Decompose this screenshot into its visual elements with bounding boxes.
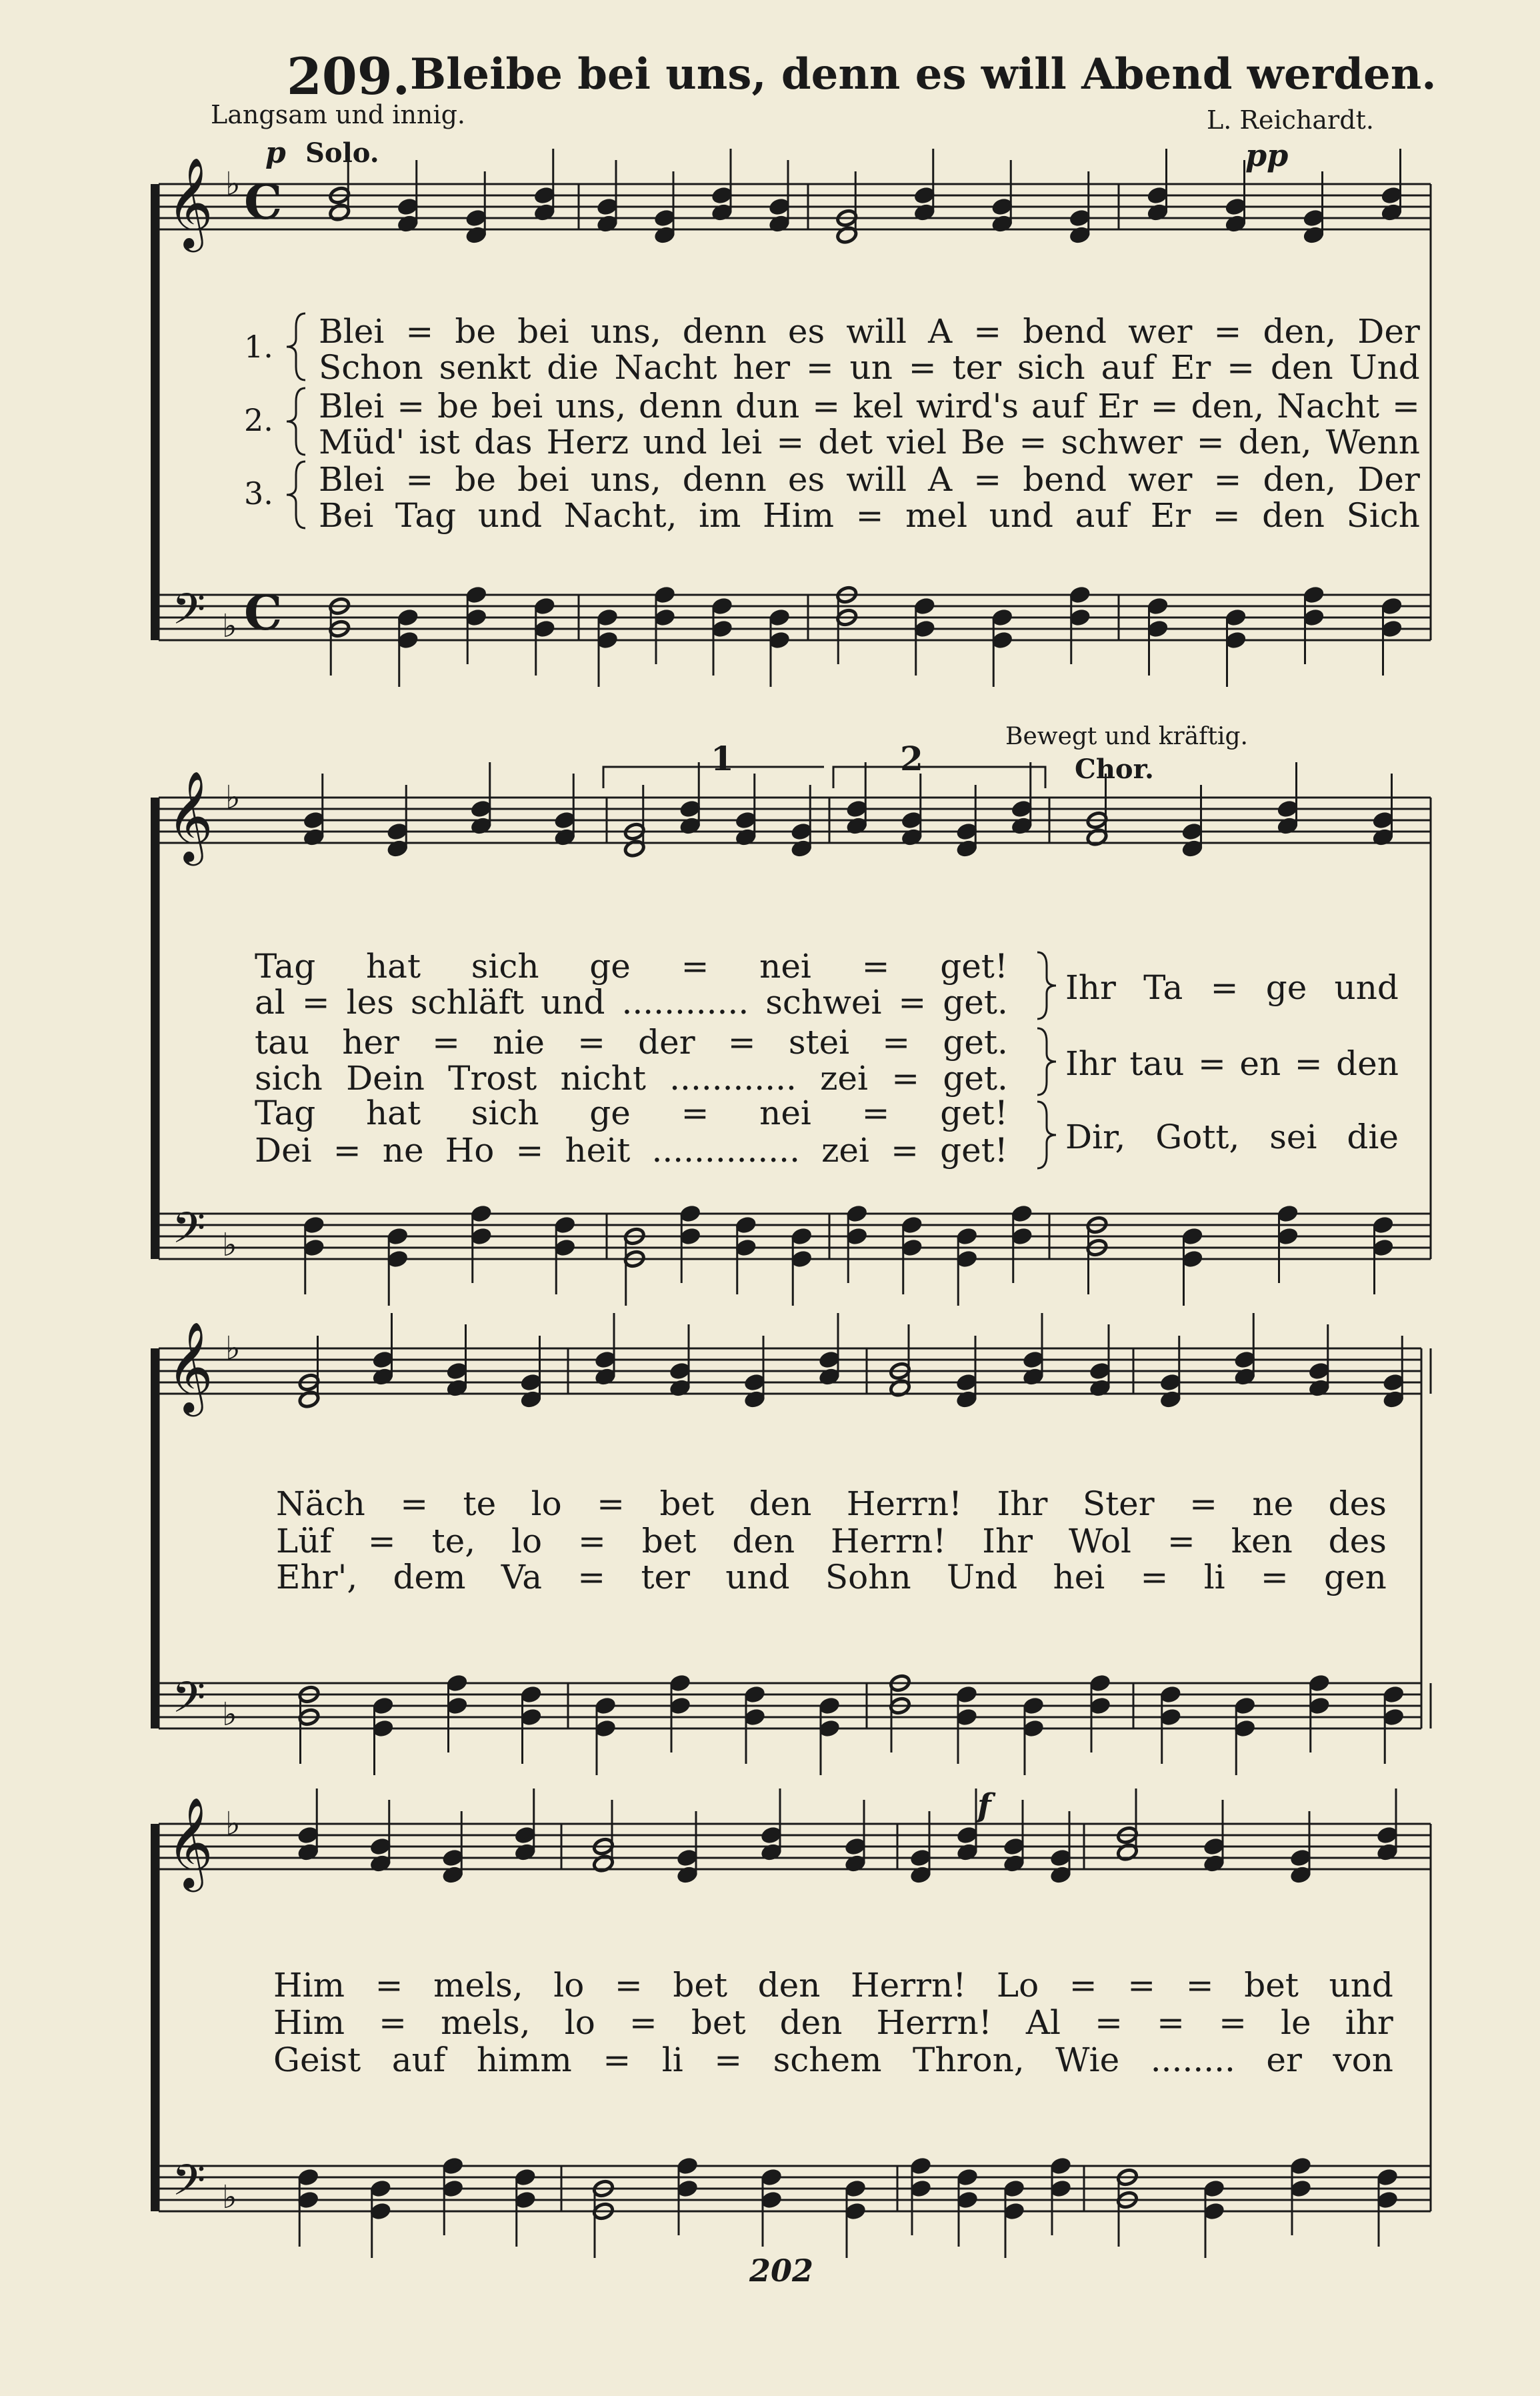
lyric-syllable: nicht	[560, 1059, 646, 1098]
bass-clef-icon: 𝄢	[172, 1204, 206, 1264]
lyric-syllable: wer	[1128, 460, 1193, 499]
lyric-syllable: un	[849, 348, 893, 387]
lyric-syllable: Nacht	[614, 348, 717, 387]
lyric-syllable: Blei	[319, 312, 385, 351]
lyric-syllable: Der	[1357, 460, 1420, 499]
lyric-syllable: den	[1336, 1044, 1399, 1083]
lyric-syllable: Müd'	[319, 423, 405, 461]
lyric-syllable: Und	[1349, 348, 1420, 387]
lyric-syllable: kel	[853, 387, 904, 425]
lyric-syllable: =	[973, 312, 1002, 351]
lyric-syllable: Ho	[445, 1131, 495, 1170]
lyric-syllable: =	[1095, 2003, 1123, 2042]
bass-clef-icon: 𝄢	[172, 2156, 206, 2216]
lyric-syllable: und	[1329, 1966, 1393, 2005]
lyric-syllable: Schon	[319, 348, 423, 387]
dynamic-p: p	[265, 136, 286, 170]
lyric-syllable: li	[1203, 1558, 1225, 1596]
lyric-syllable: denn	[639, 387, 723, 425]
volta-2-number: 2	[900, 739, 923, 778]
lyric-syllable: Him	[273, 2003, 345, 2042]
lyric-syllable: =	[1198, 1044, 1226, 1083]
lyric-syllable: en	[1239, 1044, 1281, 1083]
lyric-syllable: und	[477, 496, 543, 535]
lyric-syllable: =	[400, 1484, 429, 1523]
lyric-syllable: ge	[1265, 968, 1307, 1007]
lyric-syllable: den,	[1191, 387, 1265, 425]
lyric-syllable: =	[1189, 1484, 1217, 1523]
lyric-syllable: denn	[682, 460, 767, 499]
lyric-syllable: ge	[589, 947, 631, 986]
lyric-syllable: Der	[1357, 312, 1420, 351]
lyric-syllable: viel	[887, 423, 947, 461]
lyric-syllable: =	[908, 348, 937, 387]
verse-number-3: 3.	[244, 475, 273, 511]
lyric-brace	[1037, 952, 1056, 1019]
lyric-syllable: get.	[943, 1059, 1008, 1098]
lyric-syllable: be	[455, 312, 496, 351]
lyric-syllable: sich	[471, 1094, 539, 1132]
lyric-syllable: =	[727, 1023, 756, 1062]
lyric-syllable: bet	[691, 2003, 746, 2042]
bass-clef-icon: 𝄢	[172, 1673, 206, 1733]
lyric-syllable: =	[855, 496, 884, 535]
lyric-syllable: bet	[673, 1966, 728, 2005]
volta-1-number: 1	[711, 739, 734, 778]
lyric-syllable: himm	[476, 2041, 572, 2079]
lyric-syllable: die	[547, 348, 599, 387]
lyric-brace	[287, 313, 305, 380]
lyric-syllable: Ihr	[997, 1484, 1048, 1523]
lyric-syllable: den	[749, 1484, 812, 1523]
lyric-syllable: =	[1227, 348, 1255, 387]
lyric-syllable: Ehr',	[276, 1558, 358, 1596]
lyric-syllable: =	[597, 1484, 625, 1523]
lyric-syllable: get!	[940, 947, 1008, 986]
lyric-brace	[1037, 1102, 1056, 1168]
lyric-syllable: Him	[273, 1966, 345, 2005]
lyric-syllable: Al	[1025, 2003, 1061, 2042]
lyric-syllable: wer	[1128, 312, 1193, 351]
lyric-syllable: Gott,	[1155, 1118, 1240, 1156]
lyric-syllable: schwei	[765, 983, 882, 1022]
lyric-syllable: =	[1150, 387, 1179, 425]
lyric-syllable: dem	[393, 1558, 466, 1596]
lyric-syllable: sich	[1017, 348, 1085, 387]
lyric-syllable: hat	[365, 947, 421, 986]
lyric-syllable: Dir,	[1065, 1118, 1126, 1156]
flat-sign-icon: ♭	[225, 1805, 241, 1843]
lyric-syllable: es	[787, 312, 825, 351]
lyric-syllable: von	[1333, 2041, 1393, 2079]
lyric-syllable: =	[614, 1966, 643, 2005]
lyric-syllable: den,	[1263, 312, 1337, 351]
lyric-syllable: det	[818, 423, 873, 461]
lyric-syllable: =	[629, 2003, 657, 2042]
lyric-syllable: den,	[1238, 423, 1312, 461]
lyric-syllable: =	[578, 1522, 606, 1560]
lyric-syllable: ..............	[651, 1131, 800, 1170]
lyric-syllable: =	[1185, 1966, 1214, 2005]
lyric-syllable: will	[846, 312, 907, 351]
lyric-syllable: und	[1334, 968, 1399, 1007]
lyric-syllable: ge	[589, 1094, 631, 1132]
lyric-syllable: ihr	[1345, 2003, 1393, 2042]
lyric-syllable: Er	[1170, 348, 1211, 387]
lyric-syllable: =	[812, 387, 841, 425]
lyric-syllable: den	[1262, 496, 1325, 535]
lyric-syllable: te,	[431, 1522, 476, 1560]
lyric-syllable: =	[405, 460, 434, 499]
lyric-syllable: Tag	[255, 1094, 316, 1132]
lyric-syllable: her	[342, 1023, 399, 1062]
lyric-syllable: dun	[735, 387, 800, 425]
lyric-syllable: al	[255, 983, 285, 1022]
lyric-syllable: sich	[471, 947, 539, 986]
lyric-syllable: =	[577, 1558, 606, 1596]
lyric-syllable: =	[1167, 1522, 1195, 1560]
lyric-syllable: uns,	[590, 460, 661, 499]
lyric-syllable: =	[714, 2041, 743, 2079]
lyric-syllable: =	[891, 1059, 920, 1098]
lyric-syllable: im	[699, 496, 741, 535]
lyric-syllable: =	[1391, 387, 1420, 425]
lyric-syllable: Geist	[273, 2041, 361, 2079]
lyric-syllable: den	[757, 1966, 821, 2005]
lyric-syllable: Blei	[319, 460, 385, 499]
lyric-syllable: Herrn!	[851, 1966, 967, 2005]
lyric-syllable: her	[733, 348, 791, 387]
lyric-syllable: sei	[1269, 1118, 1317, 1156]
lyric-syllable: Him	[763, 496, 835, 535]
lyric-syllable: Ihr	[982, 1522, 1033, 1560]
lyric-syllable: bet	[659, 1484, 715, 1523]
lyric-syllable: hei	[1053, 1558, 1105, 1596]
flat-sign-icon: ♭	[222, 2179, 237, 2216]
treble-clef-icon: 𝄞	[167, 1796, 213, 1888]
lyric-syllable: tau	[1129, 1044, 1185, 1083]
lyric-brace	[287, 388, 305, 455]
common-time-icon: C	[244, 584, 283, 641]
lyric-syllable: Be	[961, 423, 1005, 461]
lyric-syllable: Bei	[319, 496, 374, 535]
solo-marking: Solo.	[305, 137, 379, 169]
lyric-syllable: auf	[1101, 348, 1155, 387]
lyric-syllable: bet	[1244, 1966, 1299, 2005]
dynamic-pp: pp	[1245, 137, 1289, 173]
lyric-syllable: lo	[531, 1484, 562, 1523]
flat-sign-icon: ♭	[222, 1696, 237, 1733]
lyric-brace	[1037, 1028, 1056, 1095]
lyric-syllable: get.	[943, 983, 1008, 1022]
lyric-syllable: =	[1213, 460, 1242, 499]
lyric-syllable: get.	[943, 1023, 1008, 1062]
lyric-syllable: senkt	[439, 348, 531, 387]
lyric-syllable: auf	[1031, 387, 1085, 425]
lyric-syllable: =	[405, 312, 434, 351]
lyric-syllable: =	[375, 1966, 403, 2005]
lyric-syllable: nei	[759, 1094, 811, 1132]
lyric-syllable: die	[1347, 1118, 1399, 1156]
lyric-syllable: Herrn!	[831, 1522, 947, 1560]
lyric-syllable: Herrn!	[876, 2003, 992, 2042]
lyric-syllable: =	[776, 423, 805, 461]
lyric-syllable: =	[973, 460, 1002, 499]
common-time-icon: C	[244, 173, 283, 230]
lyric-syllable: auf	[1075, 496, 1129, 535]
lyric-syllable: =	[1140, 1558, 1169, 1596]
lyric-syllable: nei	[759, 947, 811, 986]
lyric-syllable: =	[1294, 1044, 1323, 1083]
lyric-syllable: Herz	[546, 423, 629, 461]
lyric-syllable: =	[1019, 423, 1047, 461]
lyric-syllable: =	[681, 947, 709, 986]
lyric-syllable: ken	[1231, 1522, 1293, 1560]
lyric-syllable: ............	[621, 983, 749, 1022]
lyric-syllable: Wenn	[1325, 423, 1420, 461]
page-number: 202	[749, 2253, 814, 2289]
lyric-syllable: ........	[1150, 2041, 1235, 2079]
lyric-syllable: te	[463, 1484, 497, 1523]
tempo-marking: Langsam und innig.	[211, 100, 465, 129]
lyric-syllable: Ta	[1143, 968, 1183, 1007]
lyric-syllable: =	[1260, 1558, 1289, 1596]
lyric-syllable: li	[661, 2041, 683, 2079]
lyric-syllable: get!	[940, 1094, 1008, 1132]
lyric-syllable: Dei	[255, 1131, 312, 1170]
lyric-syllable: uns,	[590, 312, 661, 351]
lyric-syllable: Er	[1150, 496, 1191, 535]
lyric-syllable: lo	[553, 1966, 585, 2005]
lyric-syllable: =	[367, 1522, 396, 1560]
lyric-syllable: Tag	[395, 496, 457, 535]
lyric-syllable: ist	[419, 423, 460, 461]
composer-credit: L. Reichardt.	[1207, 105, 1374, 135]
lyric-syllable: ne	[382, 1131, 424, 1170]
lyric-syllable: Näch	[276, 1484, 365, 1523]
lyric-syllable: Er	[1097, 387, 1138, 425]
treble-clef-icon: 𝄞	[167, 156, 213, 248]
lyric-syllable: =	[861, 1094, 890, 1132]
lyric-syllable: =	[1213, 312, 1242, 351]
lyric-syllable: und	[725, 1558, 790, 1596]
lyric-syllable: =	[1212, 496, 1241, 535]
lyric-syllable: =	[891, 1131, 919, 1170]
lyric-syllable: das	[474, 423, 533, 461]
lyric-syllable: =	[379, 2003, 407, 2042]
lyric-syllable: les	[346, 983, 394, 1022]
chor-tempo-marking: Bewegt und kräftig.	[1005, 723, 1248, 750]
lyric-brace	[287, 461, 305, 528]
lyric-syllable: ne	[1252, 1484, 1294, 1523]
lyric-syllable: nie	[493, 1023, 545, 1062]
lyric-syllable: =	[805, 348, 834, 387]
lyric-syllable: mels,	[433, 1966, 523, 2005]
lyric-syllable: er	[1266, 2041, 1302, 2079]
lyric-syllable: schem	[773, 2041, 882, 2079]
flat-sign-icon: ♭	[225, 779, 241, 816]
lyric-syllable: Nacht	[1277, 387, 1380, 425]
lyric-syllable: Trost	[448, 1059, 537, 1098]
lyric-syllable: =	[577, 1023, 605, 1062]
lyric-syllable: Blei	[319, 387, 385, 425]
lyric-syllable: get!	[940, 1131, 1008, 1170]
lyric-syllable: den,	[1263, 460, 1337, 499]
flat-sign-icon: ♭	[225, 1330, 241, 1367]
treble-clef-icon: 𝄞	[167, 1320, 213, 1412]
lyric-syllable: bei	[491, 387, 543, 425]
lyric-syllable: Ihr	[1065, 1044, 1116, 1083]
lyric-syllable: sich	[255, 1059, 323, 1098]
lyric-syllable: bei	[517, 312, 569, 351]
chor-marking: Chor.	[1075, 754, 1154, 785]
lyric-syllable: zei	[821, 1131, 869, 1170]
lyric-syllable: Lüf	[276, 1522, 332, 1560]
lyric-syllable: den	[732, 1522, 795, 1560]
lyric-syllable: =	[1196, 423, 1225, 461]
lyric-syllable: =	[681, 1094, 709, 1132]
lyric-syllable: tau	[255, 1023, 310, 1062]
lyric-syllable: =	[603, 2041, 631, 2079]
bass-clef-icon: 𝄢	[172, 585, 206, 645]
lyric-syllable: A	[928, 460, 953, 499]
lyric-syllable: =	[1127, 1966, 1156, 2005]
lyric-syllable: be	[455, 460, 496, 499]
lyric-syllable: bet	[641, 1522, 697, 1560]
lyric-syllable: =	[432, 1023, 460, 1062]
lyric-syllable: =	[1219, 2003, 1247, 2042]
lyric-syllable: lo	[511, 1522, 543, 1560]
lyric-syllable: denn	[682, 312, 767, 351]
lyric-syllable: heit	[565, 1131, 631, 1170]
lyric-syllable: Thron,	[913, 2041, 1025, 2079]
lyric-syllable: Wol	[1068, 1522, 1132, 1560]
flat-sign-icon: ♭	[225, 165, 241, 203]
lyric-syllable: bend	[1023, 312, 1107, 351]
lyric-syllable: schläft	[410, 983, 525, 1022]
lyric-syllable: ter	[952, 348, 1002, 387]
lyric-syllable: be	[437, 387, 479, 425]
lyric-syllable: =	[882, 1023, 911, 1062]
flat-sign-icon: ♭	[222, 1226, 237, 1264]
lyric-syllable: der	[638, 1023, 695, 1062]
lyric-syllable: und	[541, 983, 605, 1022]
lyric-syllable: bend	[1023, 460, 1107, 499]
hymn-number: 209.	[287, 47, 411, 106]
lyric-syllable: =	[1069, 1966, 1097, 2005]
flat-sign-icon: ♭	[222, 608, 237, 645]
lyric-syllable: will	[846, 460, 907, 499]
lyric-syllable: auf	[391, 2041, 446, 2079]
lyric-syllable: Lo	[996, 1966, 1039, 2005]
lyric-syllable: =	[333, 1131, 361, 1170]
volta-1-bracket	[603, 767, 824, 788]
lyric-syllable: Nacht,	[563, 496, 677, 535]
lyric-syllable: Sohn	[825, 1558, 911, 1596]
verse-number-2: 2.	[244, 402, 273, 438]
lyric-syllable: wird's	[915, 387, 1019, 425]
lyric-syllable: Herrn!	[846, 1484, 963, 1523]
lyric-syllable: le	[1281, 2003, 1311, 2042]
lyric-syllable: des	[1328, 1522, 1387, 1560]
lyric-syllable: A	[928, 312, 953, 351]
lyric-syllable: Sich	[1346, 496, 1420, 535]
lyric-syllable: des	[1328, 1484, 1387, 1523]
lyric-syllable: den	[1270, 348, 1333, 387]
lyric-syllable: schwer	[1061, 423, 1183, 461]
lyric-syllable: Tag	[255, 947, 316, 986]
lyric-syllable: Ster	[1082, 1484, 1155, 1523]
lyric-syllable: mels,	[441, 2003, 531, 2042]
hymn-title: Bleibe bei uns, denn es will Abend werden.	[410, 49, 1437, 99]
lyric-syllable: lo	[564, 2003, 595, 2042]
lyric-syllable: mel	[905, 496, 968, 535]
lyric-syllable: =	[301, 983, 330, 1022]
lyric-syllable: Ihr	[1065, 968, 1116, 1007]
lyric-syllable: =	[1157, 2003, 1185, 2042]
lyric-syllable: =	[515, 1131, 544, 1170]
lyric-syllable: =	[898, 983, 927, 1022]
lyric-syllable: gen	[1324, 1558, 1387, 1596]
dynamic-f: f	[977, 1787, 991, 1825]
lyric-syllable: und	[989, 496, 1054, 535]
lyric-syllable: Und	[946, 1558, 1018, 1596]
lyric-syllable: Wie	[1055, 2041, 1120, 2079]
treble-clef-icon: 𝄞	[167, 770, 213, 862]
lyric-syllable: hat	[365, 1094, 421, 1132]
lyric-syllable: =	[1210, 968, 1239, 1007]
lyric-syllable: =	[397, 387, 425, 425]
lyric-syllable: ............	[669, 1059, 797, 1098]
lyric-syllable: lei	[721, 423, 763, 461]
lyric-syllable: Va	[501, 1558, 543, 1596]
lyric-syllable: stei	[788, 1023, 850, 1062]
lyric-syllable: es	[787, 460, 825, 499]
verse-number-1: 1.	[244, 329, 273, 365]
lyric-syllable: Dein	[346, 1059, 425, 1098]
lyric-syllable: uns,	[555, 387, 627, 425]
lyric-syllable: bei	[517, 460, 569, 499]
lyric-syllable: zei	[820, 1059, 869, 1098]
lyric-syllable: ter	[641, 1558, 691, 1596]
lyric-syllable: und	[643, 423, 707, 461]
lyric-syllable: den	[779, 2003, 843, 2042]
lyric-syllable: =	[861, 947, 890, 986]
